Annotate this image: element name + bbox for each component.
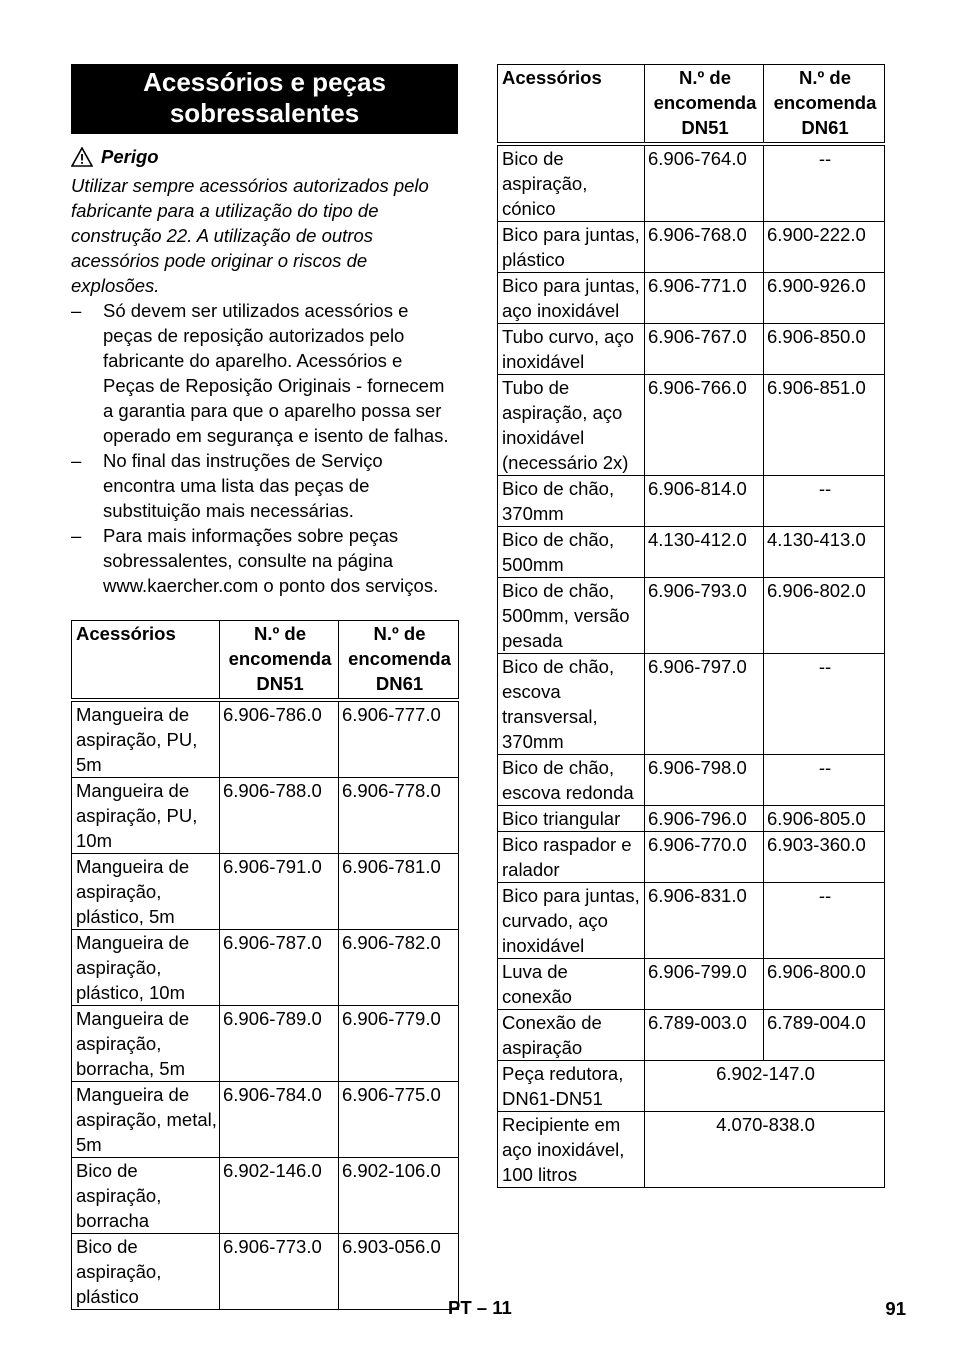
accessory-name-cell: Bico para juntas, plástico — [498, 222, 645, 273]
table-row — [72, 778, 459, 854]
footer-section-page: – 11 — [476, 1297, 512, 1318]
accessory-name-cell: Bico de chão, escova redonda — [498, 755, 645, 806]
dn51-order-cell: 6.902-146.0 — [220, 1158, 339, 1234]
bullet-list — [71, 298, 458, 598]
accessory-name-cell: Tubo curvo, aço inoxidável — [498, 324, 645, 375]
table-row — [498, 1061, 885, 1112]
accessory-name-cell: Bico de aspiração, borracha — [72, 1158, 220, 1234]
dn51-order-cell: 6.906-798.0 — [645, 755, 764, 806]
table-row — [72, 854, 459, 930]
dn61-order-cell: -- — [764, 755, 885, 806]
dn51-order-cell: 6.906-764.0 — [645, 144, 764, 222]
table-row — [498, 883, 885, 959]
accessory-name-cell: Bico para juntas, curvado, aço inoxidável — [498, 883, 645, 959]
accessory-name-cell: Bico de aspiração, cónico — [498, 144, 645, 222]
accessory-name-cell: Bico para juntas, aço inoxidável — [498, 273, 645, 324]
table-row — [498, 806, 885, 832]
accessory-name-cell: Luva de conexão — [498, 959, 645, 1010]
accessory-name-cell: Recipiente em aço inoxidável, 100 litros — [498, 1112, 645, 1188]
dn51-order-cell: 6.906-768.0 — [645, 222, 764, 273]
warning-triangle-icon — [71, 147, 93, 167]
bullet-text: Para mais informações sobre peças sobressalentes, consulte na página www.kaercher.com o ponto dos serviços. — [103, 525, 439, 596]
dn51-order-cell: 6.906-797.0 — [645, 654, 764, 755]
dn51-order-cell: 6.906-786.0 — [220, 700, 339, 778]
danger-text: Utilizar sempre acessórios autorizados pelo fabricante para a utilização do tipo de construção 22. A utilização de outros acessórios pode originar o riscos de explosões. — [71, 175, 429, 296]
table-header-row — [72, 621, 459, 701]
accessory-name-cell: Bico de chão, escova transversal, 370mm — [498, 654, 645, 755]
dn61-order-cell: 6.906-779.0 — [339, 1006, 459, 1082]
dn61-order-cell: 6.906-805.0 — [764, 806, 885, 832]
bullet-text: Só devem ser utilizados acessórios e peças de reposição autorizados pelo fabricante do aparelho. Acessórios e Peças de Reposição Originais - fornecem a garantia para que o aparelho possa ser operado em segurança e isento de falhas. — [103, 300, 449, 446]
footer-page-number: 91 — [885, 1298, 906, 1319]
dn51-order-cell: 6.906-784.0 — [220, 1082, 339, 1158]
dn61-order-cell: 6.900-222.0 — [764, 222, 885, 273]
dn61-order-cell: 6.906-775.0 — [339, 1082, 459, 1158]
dn51-order-cell: 6.906-787.0 — [220, 930, 339, 1006]
table-row — [498, 375, 885, 476]
accessories-table-right — [497, 64, 885, 1188]
dn61-order-cell: 4.130-413.0 — [764, 527, 885, 578]
table-row — [498, 1010, 885, 1061]
bullet-item — [71, 523, 458, 598]
dn51-order-cell: 6.906-767.0 — [645, 324, 764, 375]
dn61-order-cell: 6.903-056.0 — [339, 1234, 459, 1310]
dn51-order-cell: 6.906-814.0 — [645, 476, 764, 527]
accessory-name-cell: Mangueira de aspiração, plástico, 10m — [72, 930, 220, 1006]
table-row — [498, 273, 885, 324]
dn51-order-cell: 6.906-766.0 — [645, 375, 764, 476]
right-column — [497, 64, 884, 1188]
heading-line-1: Acessórios e peças — [143, 67, 386, 97]
heading-line-2: sobressalentes — [169, 98, 360, 128]
dn61-order-cell: 6.906-781.0 — [339, 854, 459, 930]
accessory-name-cell: Peça redutora, DN61-DN51 — [498, 1061, 645, 1112]
table-row — [72, 700, 459, 778]
accessory-name-cell: Bico de chão, 370mm — [498, 476, 645, 527]
header-dn51: N.º de encomenda DN51 — [220, 621, 339, 701]
accessory-name-cell: Bico raspador e ralador — [498, 832, 645, 883]
dn51-order-cell: 4.130-412.0 — [645, 527, 764, 578]
order-number-merged-cell: 6.902-147.0 — [645, 1061, 885, 1112]
table-row — [498, 222, 885, 273]
dn61-order-cell: 6.906-851.0 — [764, 375, 885, 476]
table-row — [72, 1082, 459, 1158]
bullet-item — [71, 298, 458, 448]
accessory-name-cell: Mangueira de aspiração, borracha, 5m — [72, 1006, 220, 1082]
dn51-order-cell: 6.906-773.0 — [220, 1234, 339, 1310]
table-row — [498, 755, 885, 806]
dn61-order-cell: 6.900-926.0 — [764, 273, 885, 324]
dn61-order-cell: 6.906-782.0 — [339, 930, 459, 1006]
accessories-table-left — [71, 620, 459, 1310]
dn51-order-cell: 6.789-003.0 — [645, 1010, 764, 1061]
accessory-name-cell: Tubo de aspiração, aço inoxidável (necessário 2x) — [498, 375, 645, 476]
dn61-order-cell: 6.902-106.0 — [339, 1158, 459, 1234]
footer-language-page — [448, 1297, 512, 1319]
bullet-dash: – — [71, 300, 82, 321]
danger-label-row — [71, 144, 458, 169]
dn61-order-cell: 6.789-004.0 — [764, 1010, 885, 1061]
accessory-name-cell: Bico de chão, 500mm, versão pesada — [498, 578, 645, 654]
header-accessories: Acessórios — [72, 621, 220, 701]
bullet-item — [71, 448, 458, 523]
bullet-text: No final das instruções de Serviço encontra uma lista das peças de substituição mais necessárias. — [103, 450, 383, 521]
table-row — [498, 654, 885, 755]
table-row — [498, 324, 885, 375]
dn51-order-cell: 6.906-793.0 — [645, 578, 764, 654]
accessory-name-cell: Bico triangular — [498, 806, 645, 832]
dn61-order-cell: -- — [764, 144, 885, 222]
table-row — [498, 1112, 885, 1188]
dn61-order-cell: 6.906-800.0 — [764, 959, 885, 1010]
dn51-order-cell: 6.906-789.0 — [220, 1006, 339, 1082]
dn51-order-cell: 6.906-831.0 — [645, 883, 764, 959]
accessory-name-cell: Mangueira de aspiração, PU, 10m — [72, 778, 220, 854]
dn61-order-cell: 6.906-777.0 — [339, 700, 459, 778]
accessory-name-cell: Mangueira de aspiração, PU, 5m — [72, 700, 220, 778]
danger-label: Perigo — [101, 146, 159, 167]
dn61-order-cell: 6.903-360.0 — [764, 832, 885, 883]
accessory-name-cell: Conexão de aspiração — [498, 1010, 645, 1061]
accessory-name-cell: Bico de aspiração, plástico — [72, 1234, 220, 1310]
bullet-dash: – — [71, 525, 82, 546]
accessory-name-cell: Bico de chão, 500mm — [498, 527, 645, 578]
table-row — [498, 959, 885, 1010]
dn51-order-cell: 6.906-771.0 — [645, 273, 764, 324]
table-row — [72, 1006, 459, 1082]
header-dn61: N.º de encomenda DN61 — [764, 65, 885, 145]
dn51-order-cell: 6.906-799.0 — [645, 959, 764, 1010]
table-row — [72, 1234, 459, 1310]
dn61-order-cell: 6.906-778.0 — [339, 778, 459, 854]
table-row — [498, 144, 885, 222]
table-row — [498, 578, 885, 654]
header-dn61: N.º de encomenda DN61 — [339, 621, 459, 701]
dn61-order-cell: -- — [764, 476, 885, 527]
header-accessories: Acessórios — [498, 65, 645, 145]
table-row — [498, 832, 885, 883]
table-row — [72, 930, 459, 1006]
order-number-merged-cell: 4.070-838.0 — [645, 1112, 885, 1188]
section-heading — [71, 64, 458, 134]
table-header-row — [498, 65, 885, 145]
header-dn51: N.º de encomenda DN51 — [645, 65, 764, 145]
table-row — [72, 1158, 459, 1234]
dn51-order-cell: 6.906-796.0 — [645, 806, 764, 832]
dn61-order-cell: 6.906-850.0 — [764, 324, 885, 375]
dn61-order-cell: -- — [764, 654, 885, 755]
dn61-order-cell: -- — [764, 883, 885, 959]
accessory-name-cell: Mangueira de aspiração, metal, 5m — [72, 1082, 220, 1158]
bullet-dash: – — [71, 450, 82, 471]
footer-lang: PT — [448, 1297, 472, 1318]
table-row — [498, 476, 885, 527]
accessory-name-cell: Mangueira de aspiração, plástico, 5m — [72, 854, 220, 930]
dn51-order-cell: 6.906-791.0 — [220, 854, 339, 930]
dn61-order-cell: 6.906-802.0 — [764, 578, 885, 654]
left-column — [71, 64, 458, 1310]
table-row — [498, 527, 885, 578]
dn51-order-cell: 6.906-770.0 — [645, 832, 764, 883]
dn51-order-cell: 6.906-788.0 — [220, 778, 339, 854]
